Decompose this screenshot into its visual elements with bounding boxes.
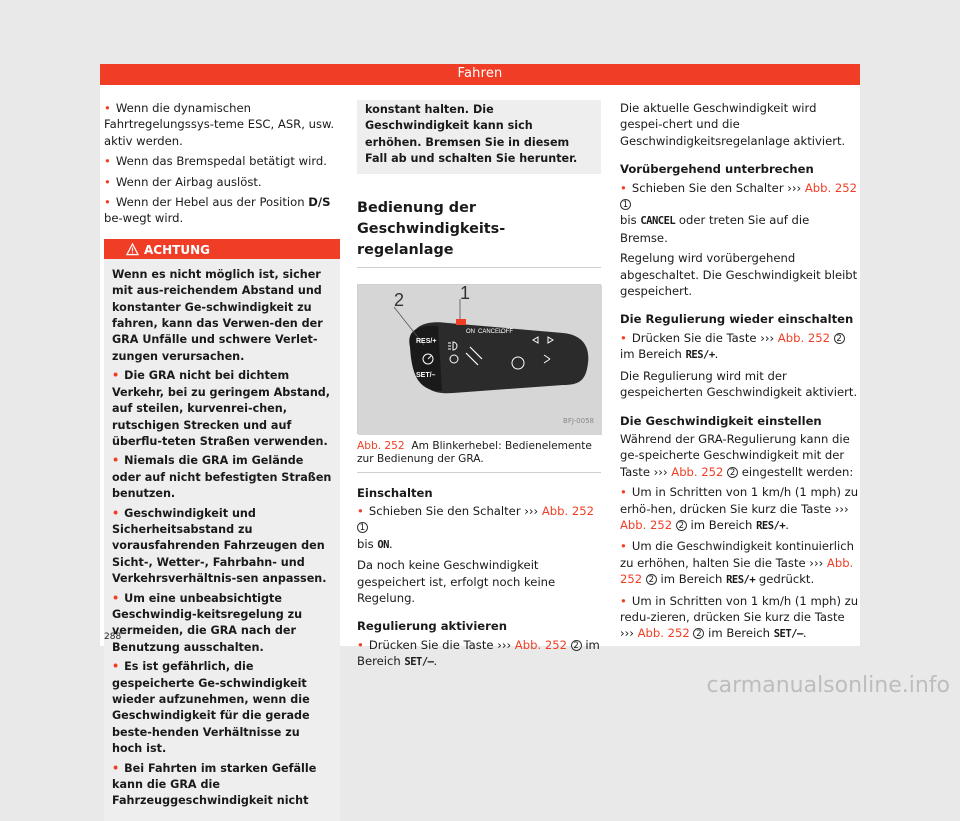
bullet-item: • Wenn die dynamischen Fahrtregelungssys-teme ESC, ASR, usw. aktiv werden.	[104, 100, 340, 149]
text: im Bereich	[656, 572, 727, 587]
label-cancel: CANCEL	[478, 328, 503, 335]
label-on: ON	[466, 328, 475, 335]
bullet-item	[620, 484, 860, 534]
warning-box	[104, 239, 340, 821]
lever-illustration	[358, 282, 602, 435]
warning-header	[104, 241, 340, 259]
caption-text: Am Blinkerhebel: Bedienelemente zur Bedienung der GRA.	[357, 439, 592, 465]
callout-1-label: 1	[460, 282, 471, 303]
bullet-item	[620, 180, 860, 247]
figure-link[interactable]: Abb. 252	[620, 555, 854, 587]
text: bis	[620, 213, 641, 228]
bullet-item	[357, 503, 601, 553]
figure-link[interactable]: Abb. 252	[514, 637, 567, 652]
label-off: OFF	[501, 328, 513, 335]
callout-number: 2	[646, 574, 657, 585]
page-number: 288	[104, 632, 122, 642]
warning-item: • Um eine unbeabsichtigte Geschwindig-keitsregelung zu vermeiden, die GRA nach der Benutzung ausschalten.	[112, 591, 332, 657]
callout-number: 1	[357, 522, 368, 533]
column-right	[620, 100, 860, 647]
paragraph: Die Regulierung wird mit der gespeicherten Geschwindigkeit aktiviert.	[620, 368, 858, 400]
callout-2-label: 2	[394, 289, 405, 310]
figure-caption	[357, 440, 601, 473]
text: Wenn der Hebel aus der Position	[115, 195, 309, 210]
subheading: Vorübergehend unterbrechen	[620, 162, 814, 177]
bullet-item	[620, 593, 860, 643]
figure-link[interactable]: Abb. 252	[637, 626, 690, 641]
key-label: RES/+	[726, 574, 756, 587]
figure-link[interactable]: Abb. 252	[777, 330, 830, 345]
column-middle	[357, 100, 601, 675]
text: Um in Schritten von 1 km/h (1 mph) zu erhö-hen, drücken Sie kurz die Taste ›››	[620, 485, 859, 516]
column-left	[104, 100, 340, 821]
bullet-item: • Wenn der Airbag auslöst.	[104, 174, 340, 190]
figure-code: BFJ-0058	[563, 417, 594, 426]
text: Schieben Sie den Schalter ›››	[631, 180, 805, 195]
bullet-item	[620, 330, 860, 364]
key-label: RES/+	[685, 349, 715, 362]
warning-continuation: konstant halten. Die Geschwindigkeit kann sich erhöhen. Bremsen Sie in diesem Fall ab und schalten Sie herunter.	[357, 100, 601, 174]
warning-item: • Die GRA nicht bei dichtem Verkehr, bei zu geringem Abstand, auf steilen, kurvenrei-chen, rutschigen Strecken und auf überflu-teten Straßen verwenden.	[112, 368, 332, 450]
header-bar	[100, 64, 860, 85]
callout-number: 2	[727, 467, 738, 478]
text: im Bereich	[704, 626, 774, 641]
bullet-item	[104, 194, 340, 227]
key-label: SET/–	[773, 628, 803, 641]
warning-item: • Niemals die GRA im Gelände oder auf nicht befestigten Straßen benutzen.	[112, 453, 332, 502]
text: eingestellt werden:	[738, 464, 854, 479]
bullet-item	[620, 538, 860, 588]
warning-item: • Es ist gefährlich, die gespeicherte Ge-schwindigkeit wieder aufzunehmen, wenn die Geschwindigkeit für die gerade beste-henden Verhältnisse zu hoch ist.	[112, 659, 332, 757]
text: oder treten Sie auf die Bremse.	[620, 213, 810, 245]
figure-link[interactable]: Abb. 252	[804, 180, 858, 195]
key-label: ON	[377, 538, 389, 551]
watermark: carmanualsonline.info	[706, 673, 950, 698]
text: gedrückt.	[755, 572, 815, 587]
callout-number: 2	[693, 628, 704, 639]
header-title: Fahren	[457, 66, 503, 81]
text: .	[785, 517, 789, 532]
figure-link[interactable]: Abb. 252	[541, 504, 595, 519]
paragraph: Regelung wird vorübergehend abgeschaltet. Die Geschwindigkeit bleibt gespeichert.	[620, 251, 858, 299]
section-title: Bedienung der Geschwindigkeits-regelanlage	[357, 198, 601, 268]
subheading: Regulierung aktivieren	[357, 619, 507, 634]
text: .	[714, 347, 719, 362]
switch-highlight	[456, 319, 466, 325]
warning-title: ACHTUNG	[144, 242, 210, 257]
text: be-wegt wird.	[104, 211, 184, 226]
text: im Bereich	[357, 637, 600, 669]
text: Um in Schritten von 1 km/h (1 mph) zu redu-zieren, drücken Sie kurz die Taste ›››	[620, 593, 859, 641]
subheading: Die Regulierung wieder einschalten	[620, 312, 854, 327]
text: Während der GRA-Regulierung kann die ge-speicherte Geschwindigkeit mit der Taste ›››	[620, 431, 850, 479]
text: .	[388, 536, 393, 551]
bullet-item: • Wenn das Bremspedal betätigt wird.	[104, 153, 340, 169]
label-set-minus: SET/–	[416, 371, 436, 379]
figure-lever	[357, 284, 601, 434]
text: .	[802, 626, 807, 641]
warning-item: • Bei Fahrten im starken Gefälle kann die GRA die Fahrzeuggeschwindigkeit nicht	[112, 761, 332, 810]
key-label: CANCEL	[640, 215, 676, 228]
warning-intro: Wenn es nicht möglich ist, sicher mit aus-reichendem Abstand und konstanter Ge-schwindigkeit zu fahren, kann das Verwen-den der GRA Unfälle und schwere Verlet-zungen verursachen.	[112, 267, 323, 363]
text: im Bereich	[686, 517, 757, 532]
gear-position-key: D/S	[308, 195, 331, 210]
subheading: Die Geschwindigkeit einstellen	[620, 413, 822, 428]
text: Schieben Sie den Schalter ›››	[368, 504, 542, 519]
warning-item: • Geschwindigkeit und Sicherheitsabstand zu vorausfahrenden Fahrzeugen den Sicht-, Wetter-, Fahrbahn- und Verkehrsverhältnis-sen anpassen.	[112, 506, 332, 588]
subheading: Einschalten	[357, 485, 433, 500]
figure-link[interactable]: Abb. 252	[620, 517, 673, 532]
warning-body	[104, 259, 340, 810]
bullet-item	[357, 637, 601, 671]
warning-triangle-icon	[126, 243, 139, 256]
key-label: SET/–	[404, 656, 434, 669]
callout-number: 2	[676, 520, 687, 531]
callout-number: 2	[571, 640, 582, 651]
figure-link[interactable]: Abb. 252	[671, 464, 724, 479]
caption-label: Abb. 252	[357, 439, 405, 452]
text: Drücken Sie die Taste ›››	[368, 637, 515, 652]
paragraph: Die aktuelle Geschwindigkeit wird gespei-chert und die Geschwindigkeitsregelanlage aktiviert.	[620, 101, 846, 148]
paragraph: Da noch keine Geschwindigkeit gespeichert ist, erfolgt noch keine Regelung.	[357, 558, 556, 606]
text: .	[433, 654, 438, 669]
label-res-plus: RES/+	[416, 337, 437, 345]
paragraph	[620, 431, 860, 480]
text: Um die Geschwindigkeit kontinuierlich zu erhöhen, halten Sie die Taste ›››	[620, 539, 854, 570]
text: im Bereich	[620, 347, 686, 362]
text: bis	[357, 536, 378, 551]
key-label: RES/+	[756, 519, 786, 532]
callout-number: 2	[834, 333, 845, 344]
callout-number: 1	[620, 199, 631, 210]
text: Drücken Sie die Taste ›››	[631, 330, 778, 345]
